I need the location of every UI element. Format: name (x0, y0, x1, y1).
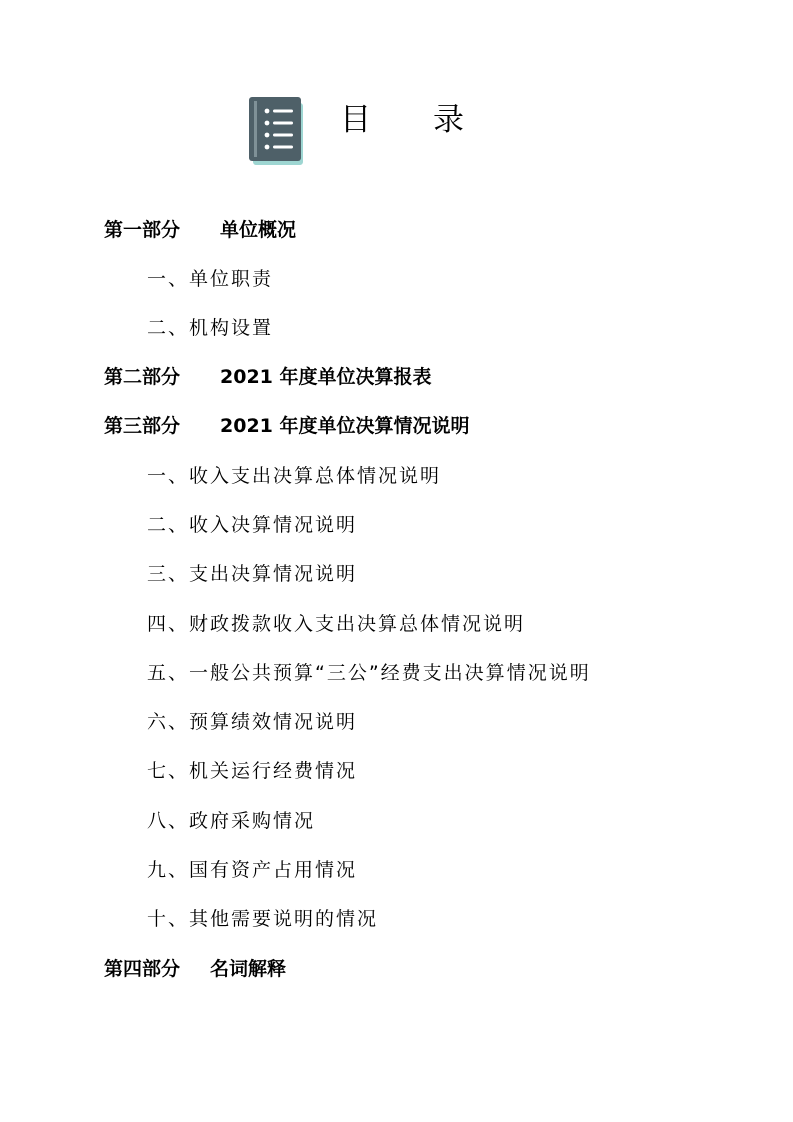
toc-item: 六、预算绩效情况说明 (147, 711, 358, 733)
toc-item: 八、政府采购情况 (147, 810, 316, 832)
toc-item: 二、机构设置 (147, 317, 274, 339)
toc-item: 一、收入支出决算总体情况说明 (147, 465, 442, 487)
toc-item: 一、单位职责 (147, 268, 274, 290)
part-label: 第三部分 (104, 415, 181, 437)
toc-item: 十、其他需要说明的情况 (147, 908, 379, 930)
toc-item: 二、收入决算情况说明 (147, 514, 358, 536)
page-title: 目录 (340, 102, 526, 138)
toc-part-3 (104, 411, 470, 441)
toc-part-4 (104, 954, 286, 984)
part-label: 第一部分 (104, 219, 181, 241)
part-label: 第四部分 (104, 958, 181, 980)
toc-item: 五、一般公共预算“三公”经费支出决算情况说明 (147, 662, 591, 684)
part-title: 名词解释 (210, 958, 287, 980)
part-label: 第二部分 (104, 366, 181, 388)
toc-item: 七、机关运行经费情况 (147, 760, 358, 782)
toc-item: 九、国有资产占用情况 (147, 859, 358, 881)
toc-item: 四、财政拨款收入支出决算总体情况说明 (147, 613, 526, 635)
part-title: 2021 年度单位决算报表 (220, 366, 432, 388)
toc-part-1 (104, 215, 296, 245)
toc-item: 三、支出决算情况说明 (147, 563, 358, 585)
toc-part-2 (104, 362, 432, 392)
part-title: 2021 年度单位决算情况说明 (220, 415, 470, 437)
part-title: 单位概况 (220, 219, 297, 241)
